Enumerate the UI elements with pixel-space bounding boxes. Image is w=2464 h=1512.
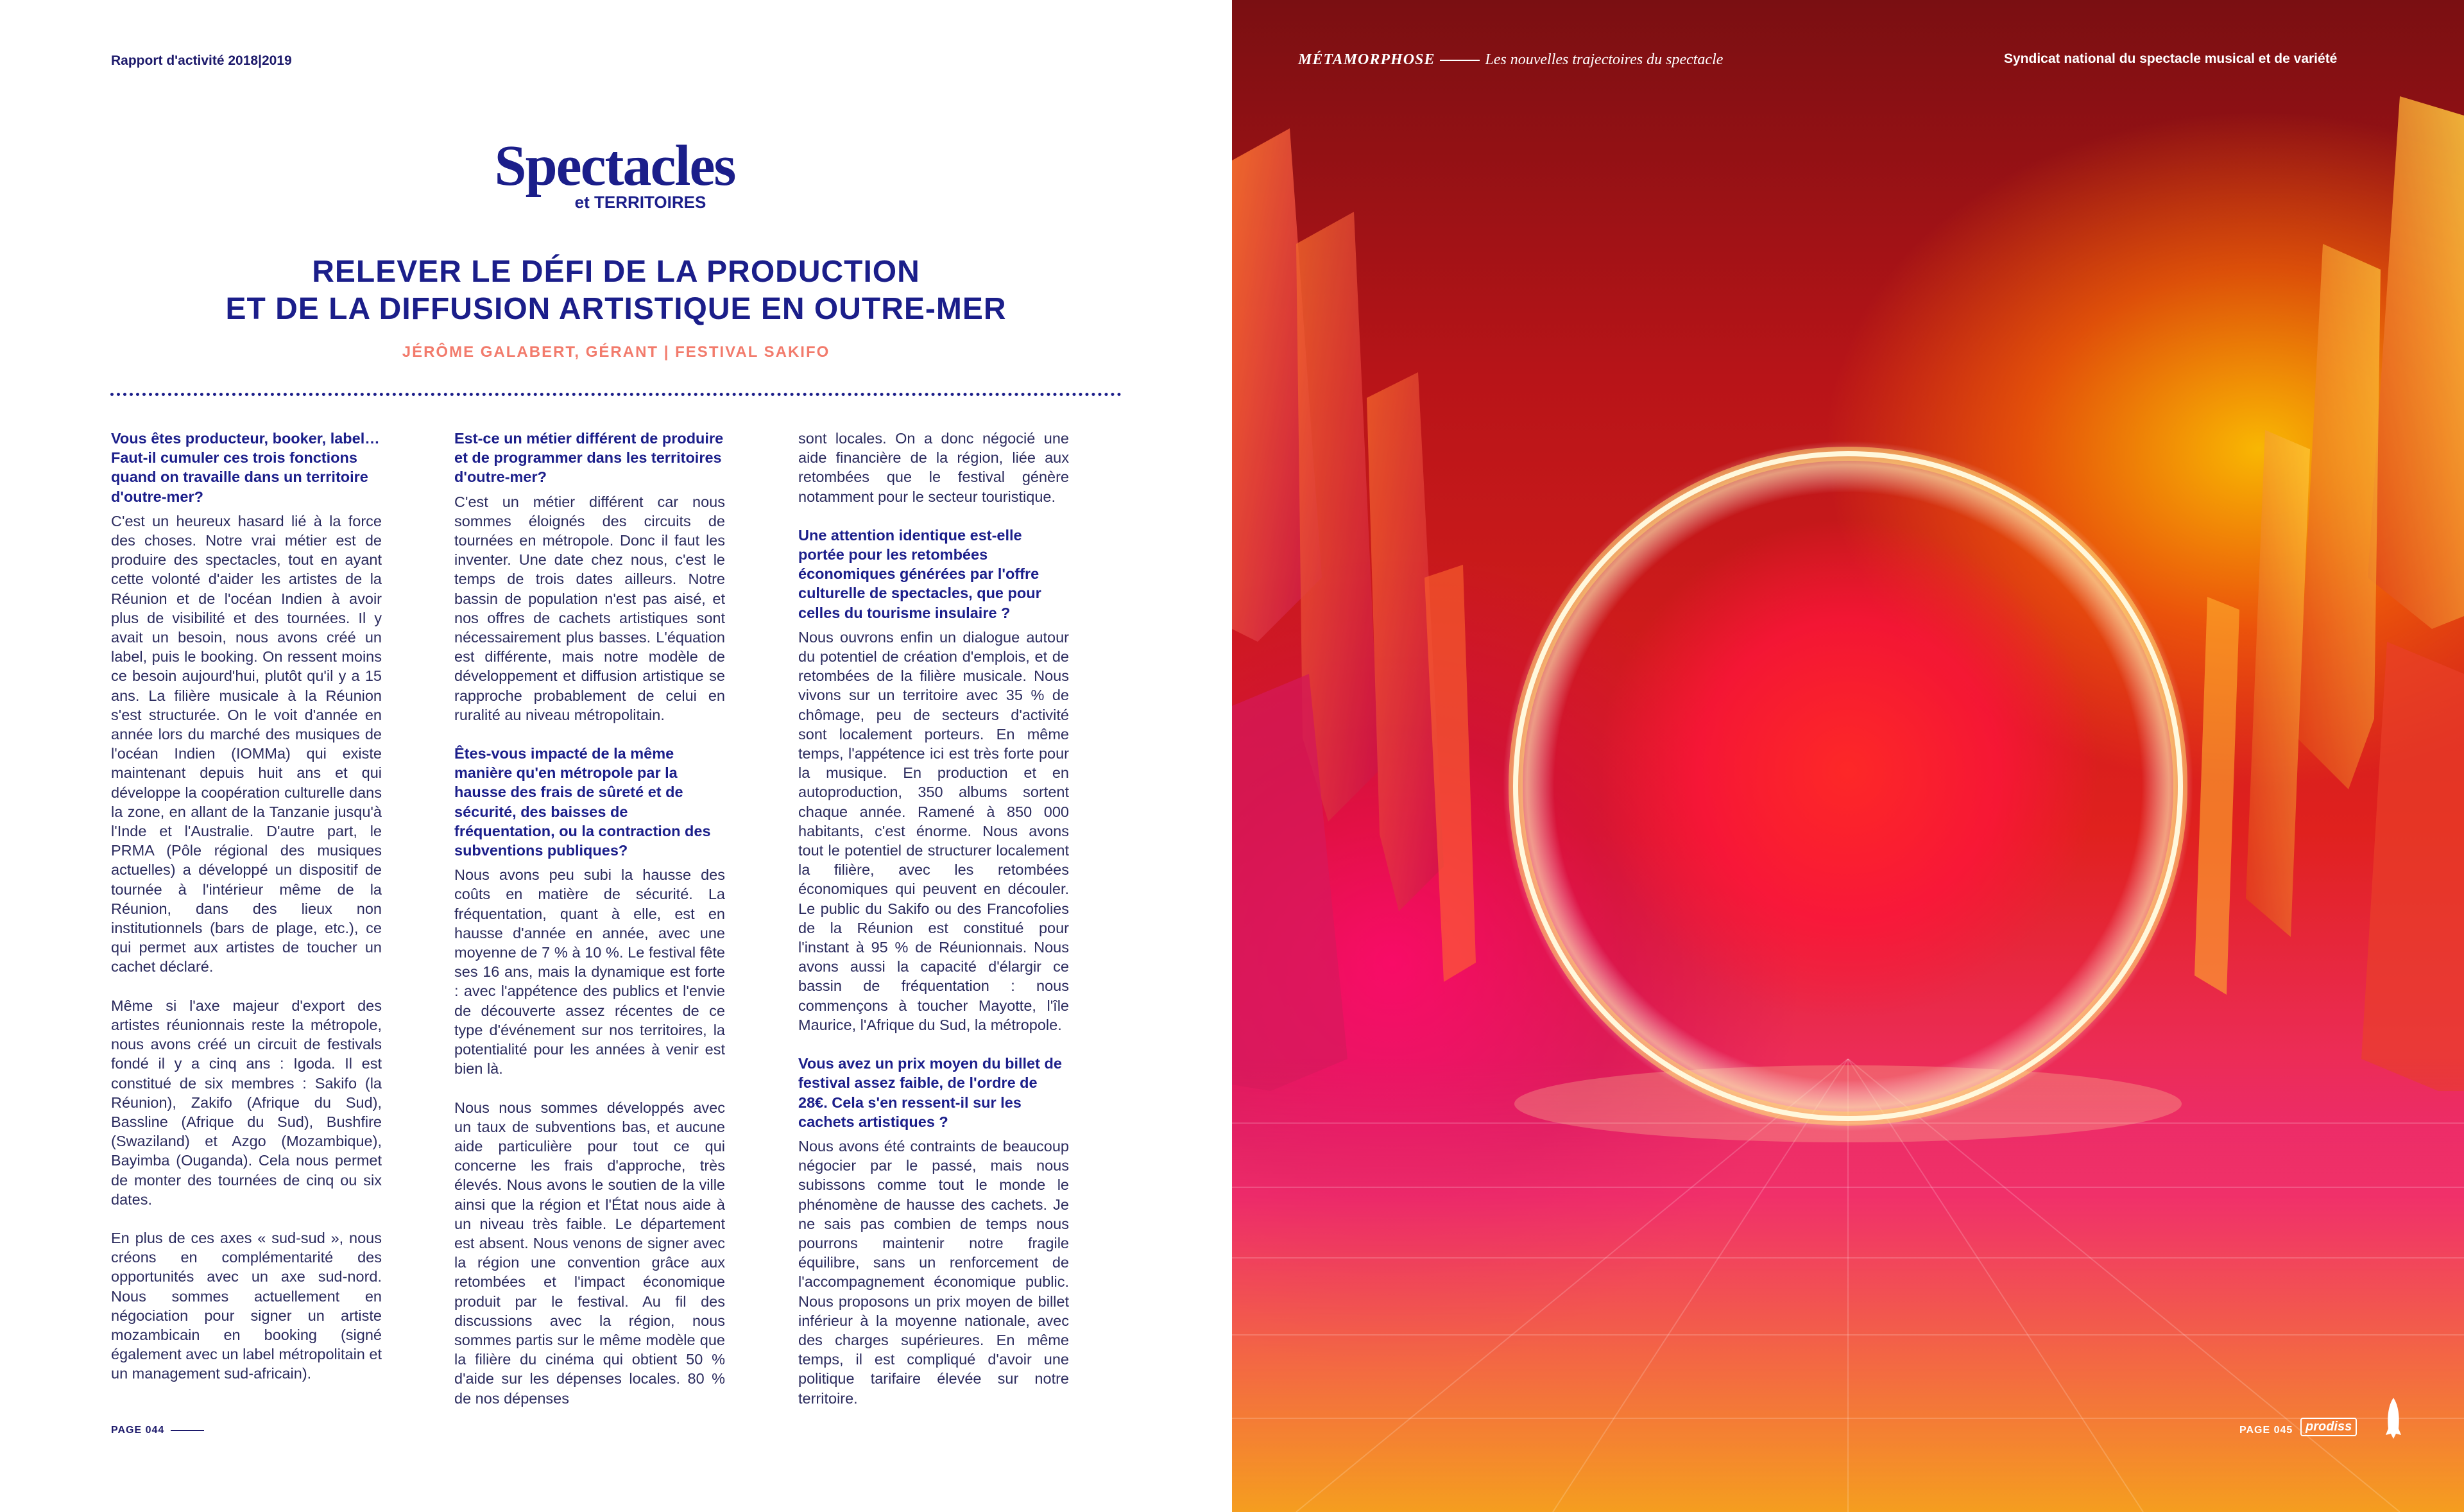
column-3	[798, 429, 1069, 1427]
paragraph: Même si l'axe majeur d'export des artistes réunionnais reste la métropole, nous avons créé un circuit de festivals fondé il y a cinq ans : Igoda. Il est constitué de six membres : Sakifo (la Réunion), Zakifo (Afrique du Sud), Bassline (Afrique du Sud), Bushfire (Swaziland) et Azgo (Mozambique), Bayimba (Ouganda). Cela nous permet de monter des tournées de cinq ou six dates.	[111, 997, 382, 1208]
organization-name: Syndicat national du spectacle musical et de variété	[2004, 51, 2338, 66]
paragraph: C'est un métier différent car nous sommes éloignés des circuits de tournées en métropole. Donc il faut les inventer. Une date chez nous, c'est le temps de trois dates ailleurs. Notre bassin de population n'est pas aisé, et nos offres de cachets artistiques sont nécessairement plus basses. L'équation est différente, mais notre modèle de développement et diffusion artistique se rapproche probablement de celui en ruralité au niveau métropolitain.	[454, 493, 725, 723]
dotted-divider	[110, 393, 1122, 396]
folio-right-text: PAGE 045	[2239, 1425, 2293, 1436]
paragraph: Nous nous sommes développés avec un taux de subventions bas, et aucune aide particulière pour tout ce qui concerne les frais d'approche, très élevés. Nous avons le soutien de la ville ainsi que la région et l'État nous aide à un niveau très faible. Le département est absent. Nous venons de signer avec la région une convention grâce aux retombées et l'impact économique produit par le festival. Au fil des discussions avec la région, nous sommes partis sur le même modèle que la filière du cinéma qui obtient 50 % d'aide sur les dépenses locales. 80 % de nos dépenses	[454, 1099, 725, 1407]
title-dash	[1440, 60, 1480, 61]
running-title	[1298, 51, 1723, 69]
folio-left	[111, 1425, 204, 1436]
paragraph: Nous avons été contraints de beaucoup négocier par le passé, mais nous subissons comme tout le monde le phénomène de hausse des cachets. Je ne sais pas combien de temps nous pourrons maintenir notre fragile équilibre, sans un renforcement de l'accompagnement économique public. Nous proposons un prix moyen de billet inférieur à la moyenne nationale, avec des charges supérieures. En même temps, il est compliqué d'avoir une politique tarifaire élevée sur notre territoire.	[798, 1137, 1069, 1407]
paragraph: Nous avons peu subi la hausse des coûts en matière de sécurité. La fréquentation, quant à elle, est en hausse d'année en année, avec une moyenne de 7 % à 10 %. Le festival fête ses 16 ans, mais la dynamique est forte : avec l'appétence des publics et l'envie de découverte assez récentes de ce type d'événement sur nos territoires, la potentialité pour les années à venir est bien là.	[454, 866, 725, 1078]
question: Vous avez un prix moyen du billet de festival assez faible, de l'ordre de 28€. Cela s'en ressent-il sur les cachets artistiques ?	[798, 1055, 1062, 1130]
running-header: Rapport d'activité 2018|2019	[111, 53, 292, 68]
prodiss-logo: prodiss	[2300, 1418, 2357, 1436]
question: Une attention identique est-elle portée pour les retombées économiques générées par l'offre culturelle de spectacles, que pour celles du tourisme insulaire ?	[798, 526, 1041, 621]
headline-line-2: ET DE LA DIFFUSION ARTISTIQUE EN OUTRE-MER	[225, 292, 1007, 326]
paragraph: En plus de ces axes « sud-sud », nous créons en complémentarité des opportunités avec un axe sud-nord. Nous sommes actuellement en négociation pour signer un artiste mozambicain en booking (signé également avec un label métropolitain et un management sud-africain).	[111, 1229, 382, 1382]
ring-glow	[1503, 441, 2193, 1131]
magazine-subtitle: Les nouvelles trajectoires du spectacle	[1485, 51, 1724, 68]
paragraph: C'est un heureux hasard lié à la force des choses. Notre vrai métier est de produire des spectacles, tout en ayant cette volonté d'aider les artistes de la Réunion et de l'océan Indien à avoir plus de visibilité et des tournées. Il y avait un besoin, nous avons créé un label, puis le booking. On ressent moins ce besoin aujourd'hui, plutôt qu'il y a 15 ans. La filière musicale à la Réunion s'est structurée. On le voit d'année en année lors du marché des musiques de l'océan Indien (IOMMa) qui existe maintenant depuis huit ans et qui développe la coopération culturelle dans la zone, en allant de la Tanzanie jusqu'à l'Inde et l'Australie. D'autre part, le PRMA (Pôle régional des musiques actuelles) a développé un dispositif de tournée à l'intérieur même de la Réunion, dans des lieux non institutionnels (bars de plage, etc.), ce qui permet aux artistes de toucher un cachet déclaré.	[111, 512, 382, 975]
byline: JÉRÔME GALABERT, GÉRANT | FESTIVAL SAKIFO	[402, 343, 830, 361]
logo-sub: et TERRITOIRES	[574, 193, 706, 212]
column-2	[454, 429, 725, 1427]
question: Êtes-vous impacté de la même manière qu'en métropole par la hausse des frais de sûreté et de sécurité, des baisses de fréquentation, ou la contraction des subventions publiques?	[454, 745, 711, 859]
paragraph: Nous ouvrons enfin un dialogue autour du potentiel de création d'emplois, et de retombées de la filière musicale. Nous vivons sur un territoire avec 35 % de chômage, peu de secteurs d'activité sont localement porteurs. En même temps, l'appétence ici est très forte pour la musique. En production et en autoproduction, 350 albums sortent chaque année. Ramené à 850 000 habitants, c'est énorme. Nous avons tout le potentiel de structurer localement la filière, avec les retombées économiques qui peuvent en découler. Le public du Sakifo ou des Francofolies de la Réunion est constitué pour l'instant à 95 % de Réunionnais. Nous avons aussi la capacité d'élargir ce bassin de fréquentation : nous commençons à toucher Mayotte, l'île Maurice, l'Afrique du Sud, la métropole.	[798, 628, 1069, 1033]
question: Vous êtes producteur, booker, label… Faut-il cumuler ces trois fonctions quand on travaille dans un territoire d'outre-mer?	[111, 430, 380, 505]
article-headline	[109, 253, 1123, 328]
cover-illustration	[1232, 0, 2464, 1512]
folio-left-text: PAGE 044	[111, 1425, 165, 1436]
crystals-right	[2194, 96, 2464, 1091]
magazine-title: MÉTAMORPHOSE	[1298, 51, 1435, 68]
question: Est-ce un métier différent de produire et de programmer dans les territoires d'outre-mer?	[454, 430, 724, 486]
section-logo	[493, 134, 737, 212]
folio-rule	[171, 1430, 204, 1431]
right-page	[1232, 0, 2464, 1512]
logo-main: Spectacles	[494, 134, 735, 198]
paragraph: sont locales. On a donc négocié une aide financière de la région, liée aux retombées que le festival génère notamment pour le secteur touristique.	[798, 430, 1069, 505]
folio-right	[2239, 1425, 2293, 1436]
column-1	[111, 429, 382, 1403]
headline-line-1: RELEVER LE DÉFI DE LA PRODUCTION	[312, 255, 920, 289]
crystals-left	[1232, 128, 1476, 1091]
